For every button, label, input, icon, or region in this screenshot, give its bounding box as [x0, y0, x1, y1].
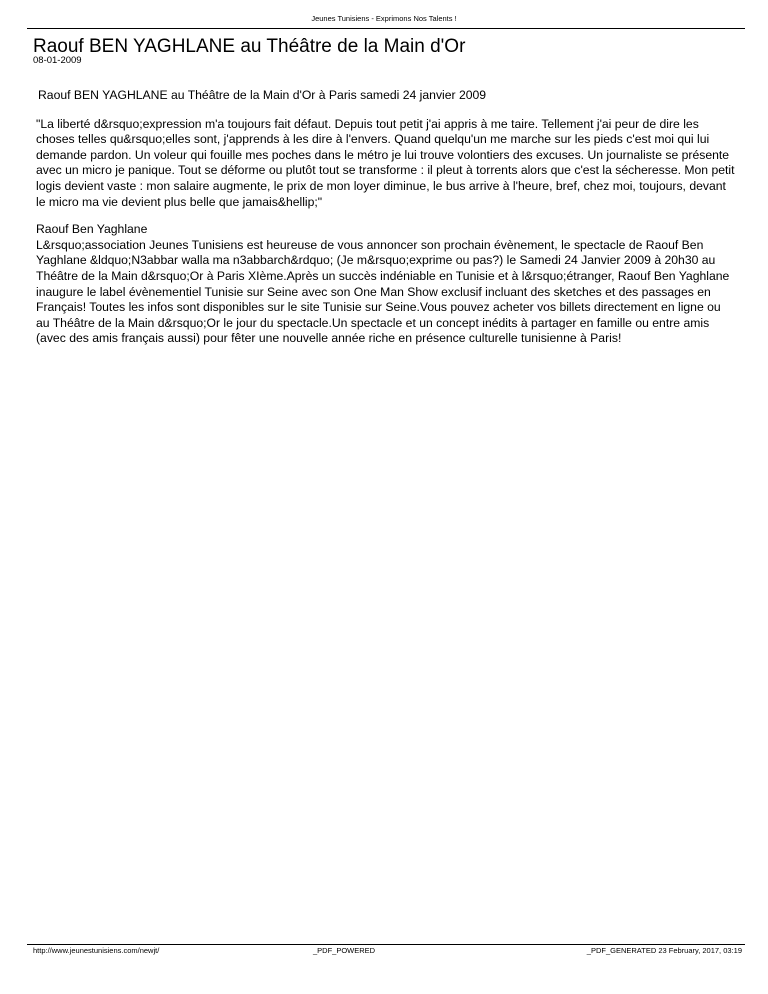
- article-announcement: L&rsquo;association Jeunes Tunisiens est heureuse de vous annoncer son prochain évènement, le spectacle de Raouf Ben Yaghlane &ldquo;N3abbar walla ma n3abbarch&rdquo; (Je m&rsquo;exprime ou pas?) le Samedi 24 Janvier 2009 à 20h30 au Théâtre de la Main d&rsquo;Or à Paris XIème.Après un succès indéniable en Tunisie et à l&rsquo;étranger, Raouf Ben Yaghlane inaugure le label évènementiel Tunisie sur Seine avec son One Man Show exclusif incluant des sketches et des passages en Français! Toutes les infos sont disponibles sur le site Tunisie sur Seine.Vous pouvez acheter vos billets directement en ligne ou au Théâtre de la Main d&rsquo;Or le jour du spectacle.Un spectacle et un concept inédits à partager en famille ou entre amis (avec des amis français aussi) pour fêter une nouvelle année riche en présence culturelle tunisienne à Paris!: [36, 237, 730, 346]
- site-header-title: Jeunes Tunisiens - Exprimons Nos Talents !: [311, 14, 457, 23]
- footer-url: http://www.jeunestunisiens.com/newjt/: [33, 946, 160, 955]
- footer-powered: _PDF_POWERED: [313, 946, 376, 955]
- footer-generated: _PDF_GENERATED 23 February, 2017, 03:19: [586, 946, 742, 955]
- footer-divider: [27, 944, 745, 945]
- article-subtitle: Raouf BEN YAGHLANE au Théâtre de la Main d'Or à Paris samedi 24 janvier 2009: [38, 88, 487, 102]
- article-title: Raouf BEN YAGHLANE au Théâtre de la Main d'Or: [33, 36, 466, 57]
- article-body: [36, 88, 736, 359]
- article-author: Raouf Ben Yaghlane: [36, 222, 148, 237]
- article-announcement-block: [36, 222, 736, 347]
- article-quote: "La liberté d&rsquo;expression m'a toujours fait défaut. Depuis tout petit j'ai appris à me taire. Tellement j'ai peur de dire les choses telles qu&rsquo;elles sont, j'apprends à les dire à l'envers. Quand quelqu'un me marche sur les pieds c'est moi qui lui demande pardon. Un voleur qui fouille mes poches dans le métro je lui trouve volontiers des excuses. Un journaliste se présente avec un micro je panique. Tout se déforme ou plutôt tout se transforme : il pleut à torrents alors que c'est la sécheresse. Mon petit logis devient vaste : mon salaire augmente, le prix de mon loyer diminue, le bus arrive à l'heure, bref, chez moi, toujours, devant le micro ma vie devient plus belle que jamais&hellip;": [36, 116, 735, 209]
- article-date: 08-01-2009: [33, 55, 82, 66]
- header-divider: [27, 28, 745, 29]
